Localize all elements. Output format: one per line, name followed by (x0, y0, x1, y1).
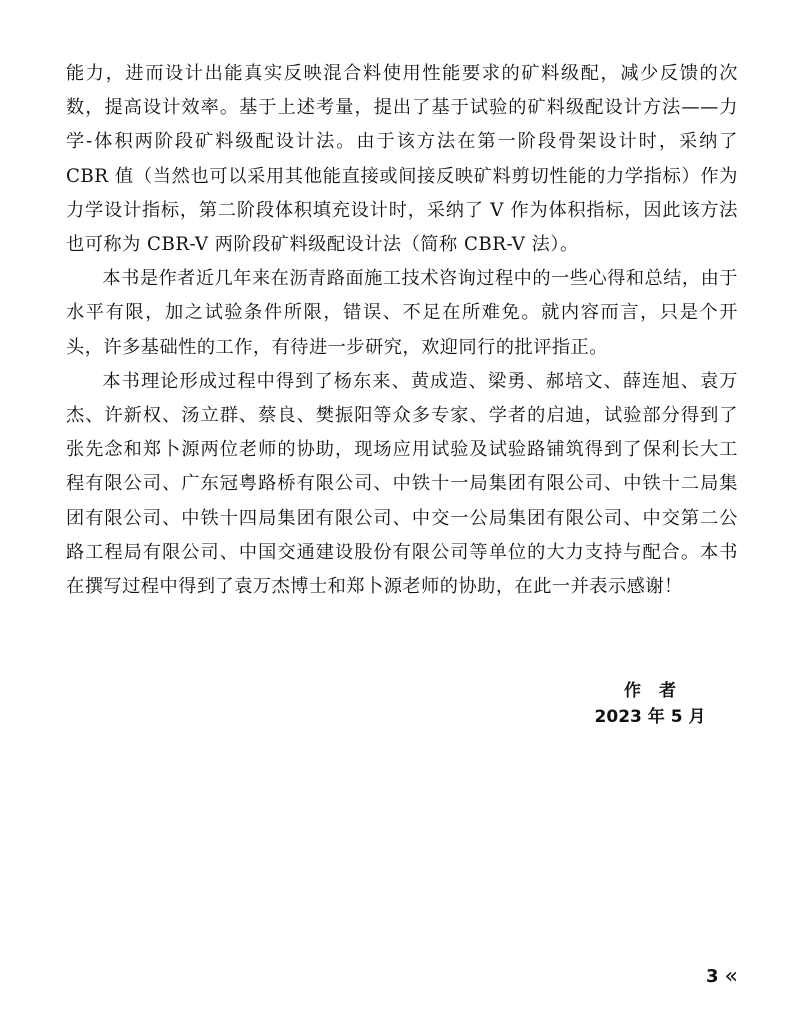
paragraph-1: 能力，进而设计出能真实反映混合料使用性能要求的矿料级配，减少反馈的次数，提高设计效率。基于上述考量，提出了基于试验的矿料级配设计方法——力学-体积两阶段矿料级配设计法。由于该方法在第一阶段骨架设计时，采纳了 CBR 值（当然也可以采用其他能直接或间接反映矿料剪切性能的力学指标）作为力学设计指标，第二阶段体积填充设计时，采纳了 V 作为体积指标，因此该方法也可称为 CBR-V 两阶段矿料级配设计法（简称 CBR-V 法）。 (66, 63, 738, 256)
author-label: 作者 (624, 681, 694, 701)
double-chevron-left-icon: « (724, 964, 738, 989)
page-footer (706, 964, 738, 990)
signature-date: 2023 年 5 月 (594, 707, 706, 727)
paragraph-3: 本书理论形成过程中得到了杨东来、黄成造、梁勇、郝培文、薛连旭、袁万杰、许新权、汤立群、蔡良、樊振阳等众多专家、学者的启迪，试验部分得到了张先念和郑卜源两位老师的协助，现场应用试验及试验路铺筑得到了保利长大工程有限公司、广东冠粤路桥有限公司、中铁十一局集团有限公司、中铁十二局集团有限公司、中铁十四局集团有限公司、中交一公局集团有限公司、中交第二公路工程局有限公司、中国交通建设股份有限公司等单位的大力支持与配合。本书在撰写过程中得到了袁万杰博士和郑卜源老师的协助，在此一并表示感谢！ (66, 370, 738, 598)
signature-block (580, 678, 720, 730)
paragraph-2: 本书是作者近几年来在沥青路面施工技术咨询过程中的一些心得和总结，由于水平有限，加之试验条件所限，错误、不足在所难免。就内容而言，只是个开头，许多基础性的工作，有待进一步研究，欢迎同行的批评指正。 (66, 268, 738, 358)
preface-body (66, 57, 738, 604)
page-number: 3 (706, 966, 719, 987)
